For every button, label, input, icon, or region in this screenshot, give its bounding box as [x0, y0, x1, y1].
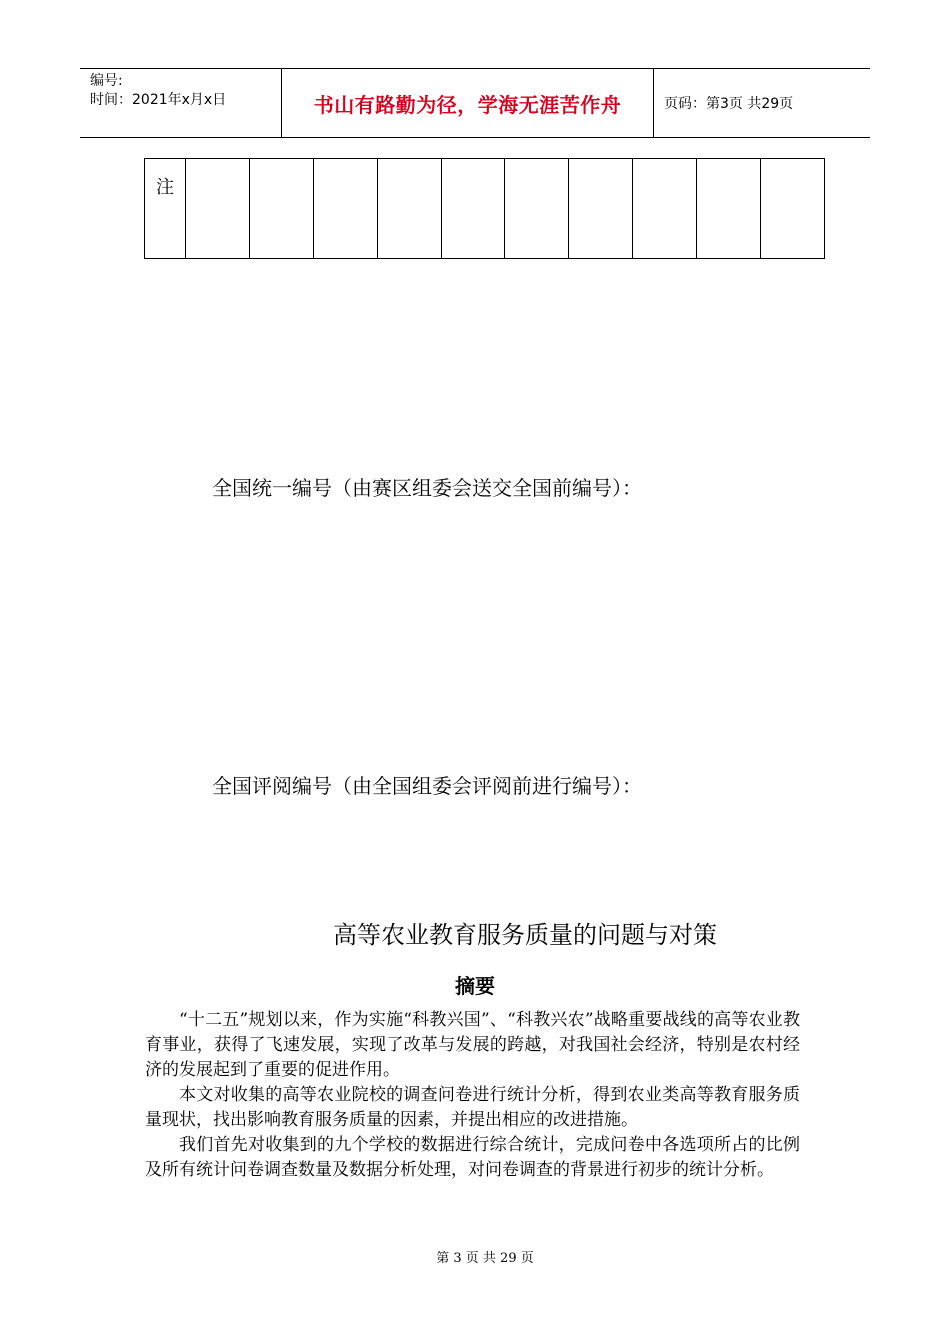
note-cell	[441, 159, 505, 259]
abstract-body	[145, 1008, 800, 1183]
note-cell	[377, 159, 441, 259]
page-header	[80, 68, 870, 138]
note-label-cell: 注	[145, 159, 186, 259]
header-meta	[80, 69, 282, 137]
note-cell	[697, 159, 761, 259]
note-row	[145, 159, 825, 259]
time-label: 时间：2021年x月x日	[90, 92, 227, 108]
abstract-paragraph: “十二五”规划以来，作为实施“科教兴国”、“科教兴农”战略重要战线的高等农业教育事业，获得了飞速发展，实现了改革与发展的跨越，对我国社会经济，特别是农村经济的发展起到了重要的促进作用。	[145, 1010, 800, 1080]
note-cell	[313, 159, 377, 259]
motto-text: 书山有路勤为径，学海无涯苦作舟	[313, 92, 622, 117]
abstract-paragraph: 我们首先对收集到的九个学校的数据进行综合统计，完成问卷中各选项所占的比例及所有统计问卷调查数量及数据分析处理，对问卷调查的背景进行初步的统计分析。	[145, 1135, 800, 1180]
abstract-paragraph: 本文对收集的高等农业院校的调查问卷进行统计分析，得到农业类高等教育服务质量现状，找出影响教育服务质量的因素，并提出相应的改进措施。	[145, 1085, 800, 1130]
note-table	[144, 158, 825, 259]
note-cell	[633, 159, 697, 259]
note-cell	[569, 159, 633, 259]
note-cell	[249, 159, 313, 259]
note-cell	[505, 159, 569, 259]
note-cell	[761, 159, 825, 259]
document-title: 高等农业教育服务质量的问题与对策	[333, 921, 717, 949]
national-unified-number-label: 全国统一编号（由赛区组委会送交全国前编号）：	[212, 476, 642, 500]
header-motto	[282, 69, 654, 137]
page-footer: 第 3 页 共 29 页	[436, 1251, 534, 1266]
national-review-number-label: 全国评阅编号（由全国组委会评阅前进行编号）：	[212, 774, 642, 798]
number-label: 编号:	[90, 73, 123, 89]
abstract-heading: 摘要	[455, 974, 495, 998]
header-page-info: 页码：第3页 共29页	[664, 96, 794, 112]
note-cell	[186, 159, 250, 259]
